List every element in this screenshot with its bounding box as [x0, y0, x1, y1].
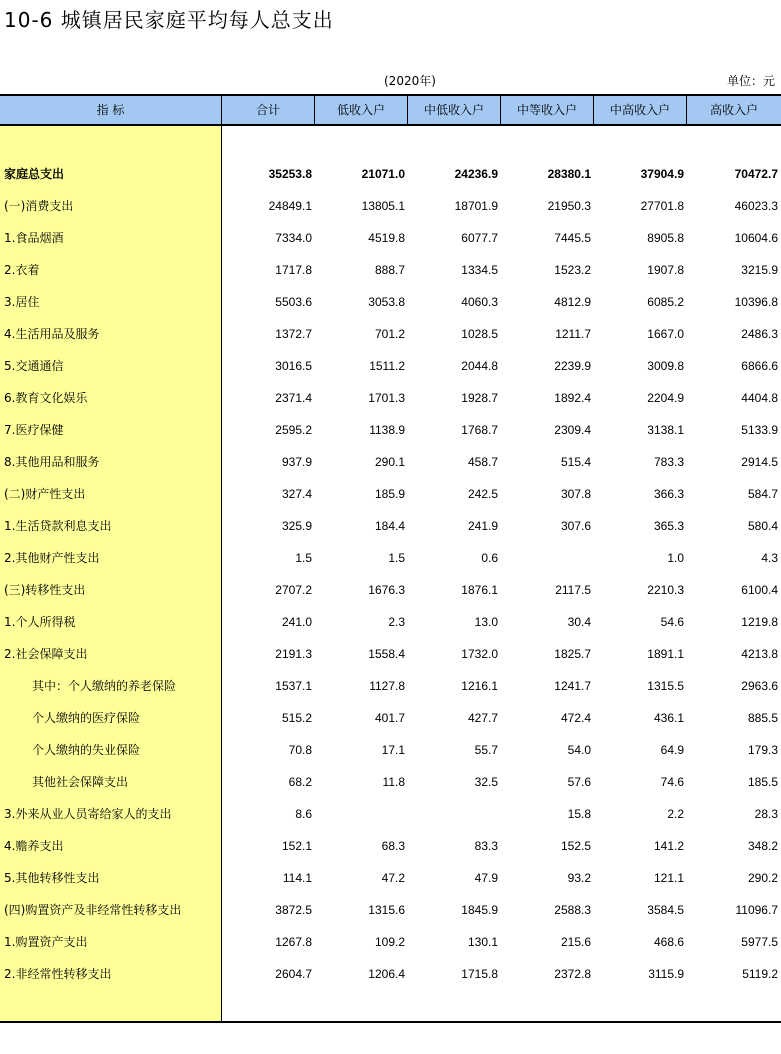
table-row	[0, 382, 781, 414]
table-cell	[408, 798, 498, 830]
table-cell: 121.1	[653, 871, 684, 885]
header-middle-income: 中等收入户	[501, 96, 594, 124]
row-label: 5.交通通信	[4, 359, 64, 373]
table-cell: 2.3	[388, 615, 405, 629]
table-cell: 21950.3	[547, 199, 591, 213]
table-cell: 3016.5	[275, 359, 312, 373]
table-cell: 3009.8	[647, 359, 684, 373]
table-cell: 1537.1	[275, 679, 312, 693]
table-cell: 3584.5	[647, 903, 684, 917]
header-upper-middle-income: 中高收入户	[594, 96, 687, 124]
table-cell: 4213.8	[741, 647, 778, 661]
table-cell: 468.6	[653, 935, 684, 949]
table-cell: 1891.1	[647, 647, 684, 661]
table-cell: 2371.4	[275, 391, 312, 405]
table-cell: 3138.1	[647, 423, 684, 437]
table-row	[0, 798, 781, 830]
table-cell: 515.4	[560, 455, 591, 469]
table-cell: 436.1	[653, 711, 684, 725]
table-cell: 401.7	[374, 711, 405, 725]
row-label: 8.其他用品和服务	[4, 455, 100, 469]
table-cell: 515.2	[281, 711, 312, 725]
table-cell: 472.4	[560, 711, 591, 725]
table-cell: 1701.3	[368, 391, 405, 405]
table-cell: 68.2	[288, 775, 312, 789]
table-cell: 3115.9	[648, 967, 684, 981]
row-label: 个人缴纳的医疗保险	[32, 711, 141, 725]
table-cell: 24849.1	[268, 199, 312, 213]
table-cell: 1717.8	[275, 263, 312, 277]
table-cell: 4812.9	[554, 295, 591, 309]
table-cell: 885.5	[747, 711, 778, 725]
row-label: (二)财产性支出	[4, 487, 86, 501]
table-cell: 307.6	[560, 519, 591, 533]
table-cell: 114.1	[282, 871, 312, 885]
table-cell: 8.6	[295, 807, 312, 821]
table-cell: 2210.3	[647, 583, 684, 597]
table-cell: 3872.5	[275, 903, 312, 917]
table-cell: 185.9	[374, 487, 405, 501]
table-cell: 46023.3	[734, 199, 778, 213]
table-cell: 24236.9	[454, 167, 498, 181]
table-row	[0, 862, 781, 894]
table-cell: 2914.5	[741, 455, 778, 469]
table-cell: 1523.2	[554, 263, 591, 277]
table-cell: 366.3	[653, 487, 684, 501]
table-cell: 64.9	[660, 743, 684, 757]
table-cell: 11096.7	[735, 903, 778, 917]
table-row	[0, 894, 781, 926]
table-cell: 27701.8	[640, 199, 684, 213]
table-cell: 1211.7	[555, 327, 591, 341]
table-cell: 2707.2	[275, 583, 312, 597]
table-cell: 2486.3	[741, 327, 778, 341]
row-label: 家庭总支出	[4, 167, 65, 181]
table-cell: 348.2	[747, 839, 778, 853]
table-cell: 5977.5	[741, 935, 778, 949]
table-cell	[501, 542, 591, 574]
table-cell: 55.7	[474, 743, 498, 757]
table-cell: 109.2	[374, 935, 405, 949]
table-row	[0, 734, 781, 766]
row-label: 2.其他财产性支出	[4, 551, 100, 565]
row-label: 3.居住	[4, 295, 40, 309]
table-cell: 327.4	[281, 487, 312, 501]
table-cell: 152.5	[560, 839, 591, 853]
table-cell: 141.2	[653, 839, 684, 853]
table-cell: 365.3	[653, 519, 684, 533]
row-label: 1.生活贷款利息支出	[4, 519, 112, 533]
row-label: 5.其他转移性支出	[4, 871, 100, 885]
table-cell: 1732.0	[461, 647, 498, 661]
header-high-income: 高收入户	[709, 103, 758, 117]
table-cell: 13.0	[474, 615, 498, 629]
table-cell: 4519.8	[368, 231, 405, 245]
table-cell: 3053.8	[368, 295, 405, 309]
table-cell: 1845.9	[461, 903, 498, 917]
table-cell: 937.9	[281, 455, 312, 469]
table-row	[0, 222, 781, 254]
table-cell: 54.0	[567, 743, 591, 757]
row-label: 1.食品烟酒	[4, 231, 64, 245]
table-cell: 152.1	[281, 839, 312, 853]
table-cell: 1138.9	[369, 423, 405, 437]
table-cell: 701.2	[374, 327, 405, 341]
table-row	[0, 190, 781, 222]
table-cell: 4404.8	[741, 391, 778, 405]
table-cell: 10396.8	[734, 295, 778, 309]
table-cell: 6866.6	[741, 359, 778, 373]
table-cell: 1825.7	[554, 647, 591, 661]
table-row	[0, 158, 781, 190]
table-cell: 1715.8	[461, 967, 498, 981]
table-cell: 2239.9	[554, 359, 591, 373]
row-label: 7.医疗保健	[4, 423, 64, 437]
row-label: 个人缴纳的失业保险	[32, 743, 141, 757]
table-cell: 179.3	[747, 743, 778, 757]
table-row	[0, 766, 781, 798]
table-cell: 5119.2	[742, 967, 778, 981]
table-cell: 4.3	[761, 551, 778, 565]
table-cell: 1127.8	[369, 679, 405, 693]
table-cell: 1928.7	[461, 391, 498, 405]
table-cell: 1667.0	[647, 327, 684, 341]
table-cell: 1676.3	[368, 583, 405, 597]
table-row	[0, 478, 781, 510]
table-cell: 307.8	[560, 487, 591, 501]
table-row	[0, 254, 781, 286]
table-cell: 2191.3	[275, 647, 312, 661]
table-cell: 1511.2	[369, 359, 405, 373]
table-cell: 1241.7	[554, 679, 591, 693]
row-label: (四)购置资产及非经常性转移支出	[4, 903, 182, 917]
table-cell: 11.8	[382, 775, 405, 789]
row-label: 4.赡养支出	[4, 839, 64, 853]
table-cell: 2309.4	[554, 423, 591, 437]
table-cell: 241.9	[467, 519, 498, 533]
year-note: (2020年)	[384, 74, 436, 88]
table-cell: 6085.2	[647, 295, 684, 309]
table-cell: 32.5	[474, 775, 498, 789]
table-cell: 2588.3	[554, 903, 591, 917]
table-cell: 2117.5	[555, 583, 591, 597]
table-cell: 5133.9	[741, 423, 778, 437]
table-row	[0, 958, 781, 990]
row-label: 3.外来从业人员寄给家人的支出	[4, 807, 172, 821]
table-cell: 1028.5	[461, 327, 498, 341]
table-row	[0, 606, 781, 638]
table-cell: 8905.8	[647, 231, 684, 245]
table-cell: 18701.9	[454, 199, 498, 213]
table-cell: 458.7	[467, 455, 498, 469]
table-cell: 584.7	[747, 487, 778, 501]
row-label: 1.个人所得税	[4, 615, 76, 629]
table-cell: 7334.0	[275, 231, 312, 245]
table-cell: 10604.6	[734, 231, 778, 245]
header-total: 合计	[222, 96, 315, 124]
table-cell: 74.6	[660, 775, 684, 789]
table-cell: 185.5	[747, 775, 778, 789]
row-label: (一)消费支出	[4, 199, 74, 213]
row-label: 2.衣着	[4, 263, 40, 277]
table-cell: 1.5	[388, 551, 405, 565]
header-indicator: 指 标	[0, 96, 222, 124]
table-cell: 35253.8	[268, 167, 312, 181]
table-cell: 2604.7	[275, 967, 312, 981]
table-cell: 47.2	[381, 871, 405, 885]
table-cell: 1892.4	[554, 391, 591, 405]
row-label: 2.非经常性转移支出	[4, 967, 112, 981]
table-cell: 1876.1	[461, 583, 498, 597]
table-cell: 0.6	[481, 551, 498, 565]
table-cell: 2204.9	[647, 391, 684, 405]
table-cell: 2595.2	[275, 423, 312, 437]
table-cell: 2044.8	[461, 359, 498, 373]
table-cell: 21071.0	[361, 167, 405, 181]
table-header	[0, 94, 781, 126]
table-cell: 427.7	[467, 711, 498, 725]
table-cell: 1.5	[295, 551, 312, 565]
row-label: 其他社会保障支出	[32, 775, 129, 789]
table-cell: 70472.7	[734, 167, 778, 181]
table-row	[0, 350, 781, 382]
row-label: (三)转移性支出	[4, 583, 86, 597]
table-cell: 3215.9	[741, 263, 778, 277]
table-cell: 1206.4	[368, 967, 405, 981]
table-row	[0, 702, 781, 734]
table-row	[0, 926, 781, 958]
table-cell: 1907.8	[647, 263, 684, 277]
table-cell: 30.4	[567, 615, 591, 629]
table-cell: 13805.1	[361, 199, 405, 213]
table-cell: 5503.6	[275, 295, 312, 309]
table-cell: 7445.5	[554, 231, 591, 245]
table-cell: 93.2	[567, 871, 591, 885]
row-label: 4.生活用品及服务	[4, 327, 100, 341]
row-label: 6.教育文化娱乐	[4, 391, 88, 405]
table-cell: 1216.1	[461, 679, 498, 693]
table-cell: 2963.6	[741, 679, 778, 693]
row-label: 2.社会保障支出	[4, 647, 88, 661]
header-lower-middle-income: 中低收入户	[408, 96, 501, 124]
table-cell: 28380.1	[547, 167, 591, 181]
table-cell: 17.1	[381, 743, 405, 757]
unit-note: 单位：元	[726, 74, 775, 88]
table-cell: 1.0	[667, 551, 684, 565]
table-cell: 888.7	[374, 263, 405, 277]
table-cell: 1267.8	[275, 935, 312, 949]
table-row	[0, 510, 781, 542]
table-cell: 28.3	[754, 807, 778, 821]
table-cell: 325.9	[281, 519, 312, 533]
table-row	[0, 414, 781, 446]
table-row	[0, 286, 781, 318]
header-low-income: 低收入户	[315, 96, 408, 124]
table-cell: 290.1	[374, 455, 405, 469]
table-cell: 1315.5	[647, 679, 684, 693]
table-cell: 215.6	[560, 935, 591, 949]
table-cell: 1219.8	[741, 615, 778, 629]
table-cell: 184.4	[374, 519, 405, 533]
table-cell: 1372.7	[275, 327, 312, 341]
table-cell	[315, 798, 405, 830]
table-cell: 1334.5	[461, 263, 498, 277]
table-row	[0, 574, 781, 606]
table-cell: 1558.4	[368, 647, 405, 661]
table-cell: 57.6	[567, 775, 591, 789]
table-cell: 130.1	[467, 935, 498, 949]
table-row	[0, 542, 781, 574]
table-cell: 70.8	[288, 743, 312, 757]
table-cell: 290.2	[747, 871, 778, 885]
table-cell: 6100.4	[741, 583, 778, 597]
table-cell: 783.3	[653, 455, 684, 469]
table-cell: 1315.6	[368, 903, 405, 917]
table-cell: 241.0	[281, 615, 312, 629]
table-cell: 2.2	[667, 807, 684, 821]
table-row	[0, 670, 781, 702]
table-cell: 1768.7	[461, 423, 498, 437]
table-cell: 47.9	[474, 871, 498, 885]
table-row	[0, 830, 781, 862]
page-title: 10-6 城镇居民家庭平均每人总支出	[4, 8, 334, 32]
table-row	[0, 446, 781, 478]
table-cell: 2372.8	[554, 967, 591, 981]
table-row	[0, 638, 781, 670]
table-row	[0, 318, 781, 350]
table-bottom-rule	[0, 1021, 781, 1023]
table-cell: 4060.3	[461, 295, 498, 309]
table-cell: 54.6	[660, 615, 684, 629]
table-cell: 37904.9	[640, 167, 684, 181]
row-label: 1.购置资产支出	[4, 935, 88, 949]
table-cell: 580.4	[747, 519, 778, 533]
table-cell: 83.3	[474, 839, 498, 853]
table-cell: 68.3	[381, 839, 405, 853]
table-cell: 6077.7	[461, 231, 498, 245]
table-cell: 242.5	[467, 487, 498, 501]
row-label: 其中：个人缴纳的养老保险	[32, 679, 177, 693]
table-cell: 15.8	[567, 807, 591, 821]
